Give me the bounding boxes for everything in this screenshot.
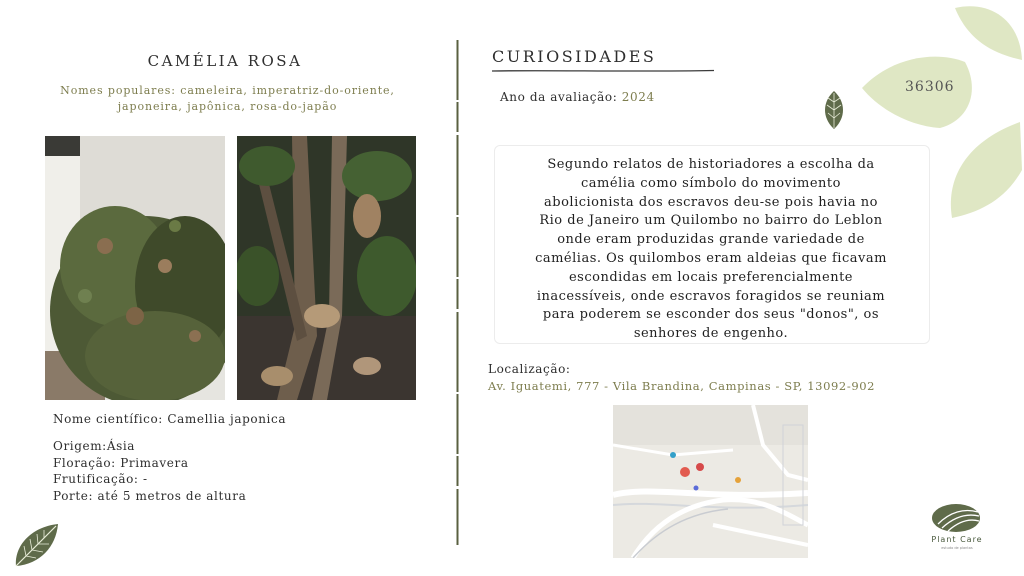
- curiosity-line: Rio de Janeiro um Quilombo no bairro do Leblon: [539, 213, 883, 229]
- brand-tagline: estudo de plantas: [941, 546, 973, 550]
- scientific-name: Nome científico: Camellia japonica: [53, 412, 287, 426]
- curiosity-line: inacessíveis, onde escravos foragidos se reuniam: [536, 288, 886, 304]
- fruiting: Frutificação: -: [53, 472, 148, 486]
- location-address: Av. Iguatemi, 777 - Vila Brandina, Campinas - SP, 13092-902: [488, 379, 876, 393]
- column-divider: [456, 40, 459, 545]
- curiosity-line: onde eram produzidas grande variedade de: [557, 232, 865, 248]
- origin: Origem:Ásia: [53, 439, 136, 453]
- brand-name: Plant Care: [931, 535, 983, 544]
- flowering: Floração: Primavera: [53, 455, 189, 470]
- leaf-icon: [12, 522, 60, 568]
- location-map[interactable]: [613, 405, 808, 558]
- curiosities-title: CURIOSIDADES: [492, 47, 657, 66]
- small-leaf-icon: [822, 90, 846, 130]
- curiosity-line: senhores de engenho.: [633, 326, 789, 342]
- curiosity-line: camélias. Os quilombos eram aldeias que ficavam: [535, 250, 887, 266]
- location-label: Localização:: [488, 362, 571, 376]
- curiosity-line: abolicionista dos escravos deu-se pois havia no: [544, 194, 878, 210]
- evaluation-year: [500, 90, 655, 104]
- plant-photo-shrub: [45, 136, 225, 400]
- curiosity-text: [508, 156, 914, 344]
- curiosity-line: Segundo relatos de historiadores a escolha da: [547, 157, 875, 172]
- id-number: 36306: [905, 79, 955, 95]
- plant-photo-trunk: [237, 136, 416, 400]
- title-underline: [492, 68, 714, 74]
- curiosity-line: escondidas em locais preferencialmente: [568, 269, 853, 285]
- curiosity-line: camélia como símbolo do movimento: [581, 175, 841, 191]
- plant-info: [53, 438, 246, 504]
- plant-title: CAMÉLIA ROSA: [147, 52, 303, 70]
- year-value: 2024: [621, 90, 655, 104]
- popular-names-line-2: japoneira, japônica, rosa-do-japão: [117, 100, 338, 113]
- popular-names: [40, 83, 415, 115]
- plant-size: Porte: até 5 metros de altura: [53, 488, 247, 503]
- plant-care-logo-icon: [930, 502, 982, 534]
- year-label: Ano da avaliação:: [500, 90, 618, 104]
- curiosity-line: para poderem se esconder dos seus "donos", os: [542, 307, 880, 323]
- popular-names-line-1: Nomes populares: cameleira, imperatriz-do-oriente,: [60, 84, 395, 97]
